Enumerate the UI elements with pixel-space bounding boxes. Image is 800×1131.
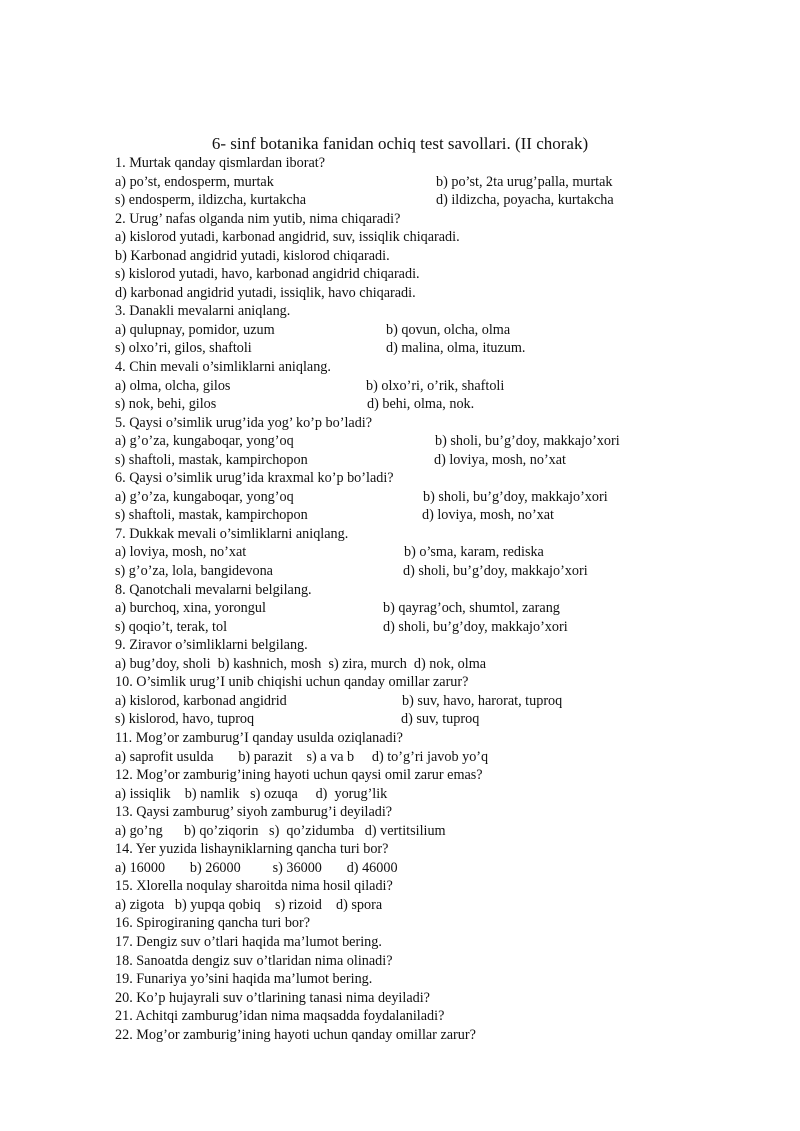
question-9: 9. Ziravor o’simliklarni belgilang. [115, 637, 308, 654]
option-a: a) po’st, endosperm, murtak [115, 173, 274, 190]
option-b: b) o’sma, karam, rediska [404, 544, 544, 561]
option-b: b) olxo’ri, o’rik, shaftoli [366, 377, 505, 394]
question-16: 16. Spirogiraning qancha turi bor? [115, 915, 311, 932]
option-s: s) g’o’za, lola, bangidevona [115, 563, 273, 580]
question-4: 4. Chin mevali o’simliklarni aniqlang. [115, 359, 331, 376]
option-a: a) g’o’za, kungaboqar, yong’oq [115, 488, 294, 505]
options-inline: a) issiqlik b) namlik s) ozuqa d) yorug’lik [115, 785, 388, 802]
question-10: 10. O’simlik urug’I unib chiqishi uchun qanday omillar zarur? [115, 674, 469, 691]
options-row [115, 432, 755, 451]
option-d: d) suv, tuproq [401, 711, 480, 728]
option-s: s) shaftoli, mastak, kampirchopon [115, 451, 308, 468]
options-row [115, 321, 755, 340]
option-b: b) Karbonad angidrid yutadi, kislorod chiqaradi. [115, 247, 390, 264]
option-a: a) kislorod, karbonad angidrid [115, 692, 287, 709]
question-18: 18. Sanoatda dengiz suv o’tlaridan nima olinadi? [115, 952, 393, 969]
option-s: s) kislorod, havo, tuproq [115, 711, 255, 728]
option-d: d) loviya, mosh, no’xat [434, 451, 567, 468]
option-s: s) endosperm, ildizcha, kurtakcha [115, 192, 307, 209]
option-b: b) qovun, olcha, olma [386, 321, 511, 338]
question-14: 14. Yer yuzida lishayniklarning qancha turi bor? [115, 841, 389, 858]
options-row [115, 618, 755, 637]
options-row [115, 506, 755, 525]
options-inline: a) bug’doy, sholi b) kashnich, mosh s) zira, murch d) nok, olma [115, 655, 487, 672]
question-5: 5. Qaysi o’simlik urug’ida yog’ ko’p bo’ladi? [115, 414, 373, 431]
option-s: s) qoqio’t, terak, tol [115, 618, 228, 635]
question-3: 3. Danakli mevalarni aniqlang. [115, 303, 291, 320]
question-20: 20. Ko’p hujayrali suv o’tlarining tanasi nima deyiladi? [115, 989, 430, 1006]
option-d: d) karbonad angidrid yutadi, issiqlik, havo chiqaradi. [115, 284, 416, 301]
option-a: a) olma, olcha, gilos [115, 377, 231, 394]
options-row [115, 692, 755, 711]
option-a: a) g’o’za, kungaboqar, yong’oq [115, 433, 294, 450]
options-row [115, 173, 755, 192]
options-row [115, 451, 755, 470]
option-d: d) sholi, bu’g’doy, makkajo’xori [383, 618, 568, 635]
options-row [115, 543, 755, 562]
options-row [115, 599, 755, 618]
options-inline: a) zigota b) yupqa qobiq s) rizoid d) spora [115, 896, 383, 913]
options-inline: a) saprofit usulda b) parazit s) a va b d) to’g’ri javob yo’q [115, 748, 489, 765]
options-row [115, 191, 755, 210]
question-8: 8. Qanotchali mevalarni belgilang. [115, 581, 312, 598]
option-b: b) qayrag’och, shumtol, zarang [383, 600, 560, 617]
options-row [115, 377, 755, 396]
options-row [115, 339, 755, 358]
options-inline: a) go’ng b) qo’ziqorin s) qo’zidumba d) vertitsilium [115, 822, 446, 839]
question-21: 21. Achitqi zamburug’idan nima maqsadda foydalaniladi? [115, 1008, 445, 1025]
page-title: 6- sinf botanika fanidan ochiq test savollari. (II chorak) [211, 134, 589, 153]
options-row [115, 562, 755, 581]
options-inline: a) 16000 b) 26000 s) 36000 d) 46000 [115, 859, 398, 876]
option-b: b) sholi, bu’g’doy, makkajo’xori [435, 433, 620, 450]
option-b: b) suv, havo, harorat, tuproq [402, 692, 563, 709]
question-15: 15. Xlorella noqulay sharoitda nima hosil qiladi? [115, 878, 393, 895]
options-row [115, 710, 755, 729]
option-d: d) sholi, bu’g’doy, makkajo’xori [403, 563, 588, 580]
question-2: 2. Urug’ nafas olganda nim yutib, nima chiqaradi? [115, 210, 401, 227]
option-a: a) kislorod yutadi, karbonad angidrid, suv, issiqlik chiqaradi. [115, 229, 460, 246]
question-6: 6. Qaysi o’simlik urug’ida kraxmal ko’p bo’ladi? [115, 470, 394, 487]
option-d: d) behi, olma, nok. [367, 396, 475, 413]
option-d: d) malina, olma, ituzum. [386, 340, 526, 357]
option-s: s) kislorod yutadi, havo, karbonad angidrid chiqaradi. [115, 266, 420, 283]
option-a: a) qulupnay, pomidor, uzum [115, 321, 275, 338]
option-s: s) olxo’ri, gilos, shaftoli [115, 340, 252, 357]
question-22: 22. Mog’or zamburig’ining hayoti uchun qanday omillar zarur? [115, 1026, 476, 1043]
question-17: 17. Dengiz suv o’tlari haqida ma’lumot bering. [115, 933, 382, 950]
option-b: b) po’st, 2ta urug’palla, murtak [436, 173, 613, 190]
option-a: a) loviya, mosh, no’xat [115, 544, 247, 561]
option-d: d) loviya, mosh, no’xat [422, 507, 555, 524]
option-a: a) burchoq, xina, yorongul [115, 600, 266, 617]
question-11: 11. Mog’or zamburug’I qanday usulda oziqlanadi? [115, 729, 403, 746]
question-12: 12. Mog’or zamburig’ining hayoti uchun qaysi omil zarur emas? [115, 767, 483, 784]
question-19: 19. Funariya yo’sini haqida ma’lumot bering. [115, 971, 373, 988]
option-s: s) nok, behi, gilos [115, 396, 217, 413]
question-13: 13. Qaysi zamburug’ siyoh zamburug’i deyiladi? [115, 804, 393, 821]
option-d: d) ildizcha, poyacha, kurtakcha [436, 192, 614, 209]
option-s: s) shaftoli, mastak, kampirchopon [115, 507, 308, 524]
question-1: 1. Murtak qanday qismlardan iborat? [115, 155, 325, 171]
question-7: 7. Dukkak mevali o’simliklarni aniqlang. [115, 525, 349, 542]
question-list [115, 154, 755, 1044]
options-row [115, 395, 755, 414]
options-row [115, 488, 755, 507]
option-b: b) sholi, bu’g’doy, makkajo’xori [423, 488, 608, 505]
